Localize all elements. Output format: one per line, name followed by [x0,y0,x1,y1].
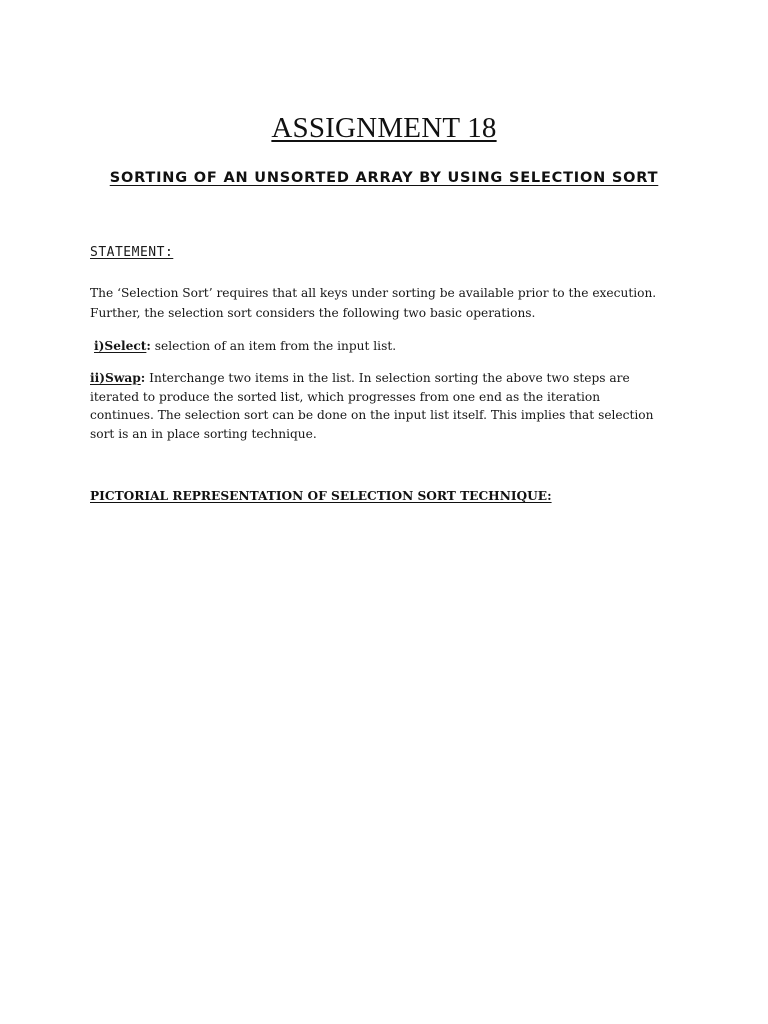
select-description: selection of an item from the input list. [150,339,397,353]
assignment-title: ASSIGNMENT 18 [271,112,497,144]
assignment-subtitle: SORTING OF AN UNSORTED ARRAY BY USING SELECTION SORT [109,170,659,186]
swap-operation [90,369,680,443]
swap-line-1 [90,369,680,388]
swap-line-4: sort is an in place sorting technique. [90,426,317,441]
swap-term: ii)Swap [90,371,141,385]
select-term: i)Select [94,339,147,353]
intro-line-2: Further, the selection sort considers the following two basic operations. [90,306,536,320]
pictorial-section-heading: PICTORIAL REPRESENTATION OF SELECTION SORT TECHNIQUE: [90,489,552,503]
select-operation [94,337,684,356]
swap-line-2: iterated to produce the sorted list, which progresses from one end as the iteration [90,389,601,404]
intro-paragraph [90,283,680,323]
swap-description-start: Interchange two items in the list. In selection sorting the above two steps are [145,371,630,385]
select-colon: : [146,339,151,353]
intro-line-1: The ‘Selection Sort’ requires that all keys under sorting be available prior to the execution. [90,286,657,300]
statement-heading: STATEMENT: [90,245,174,260]
swap-line-3: continues. The selection sort can be done on the input list itself. This implies that selection [90,408,654,422]
swap-colon: : [140,371,146,385]
